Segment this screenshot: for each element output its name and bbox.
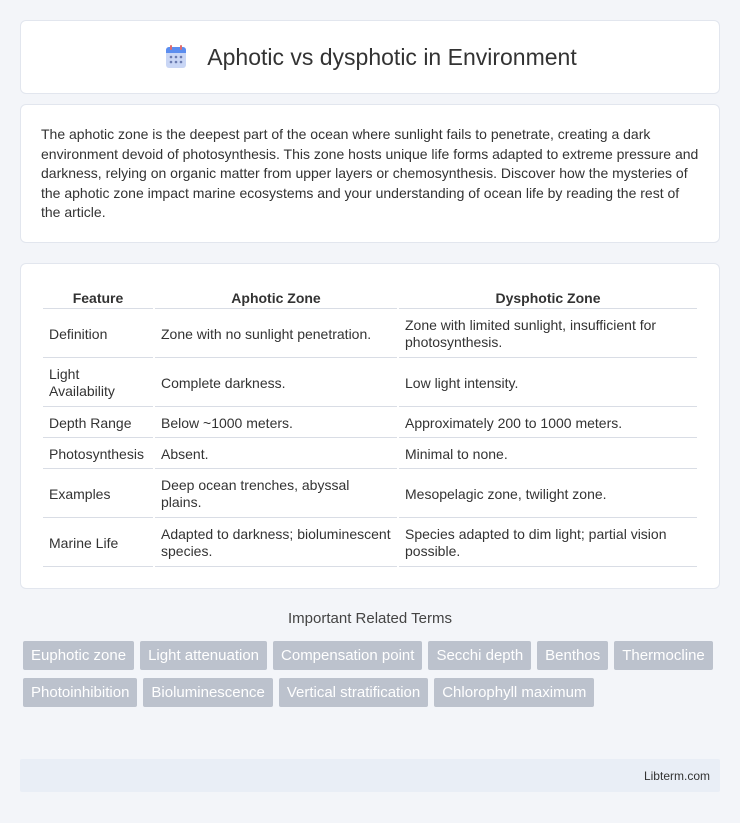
tag-photoinhibition[interactable]: Photoinhibition xyxy=(23,678,137,707)
cell-aphotic: Adapted to darkness; bioluminescent species. xyxy=(155,520,397,567)
tag-chlorophyll-maximum[interactable]: Chlorophyll maximum xyxy=(434,678,594,707)
intro-card xyxy=(20,104,720,243)
intro-text: The aphotic zone is the deepest part of the ocean where sunlight fails to penetrate, creating a dark environment devoid of photosynthesis. This zone hosts unique life forms adapted to extreme pressure and darkness, relying on organic matter from upper layers or chemosynthesis. Discover how the mysteries of the aphotic zone impact marine ecosystems and your understanding of ocean life by reading the rest of the article. xyxy=(41,126,699,220)
table-row xyxy=(43,520,697,567)
document-icon xyxy=(163,44,189,70)
cell-aphotic: Zone with no sunlight penetration. xyxy=(155,311,397,358)
cell-aphotic: Below ~1000 meters. xyxy=(155,409,397,438)
related-terms-list xyxy=(23,641,723,707)
cell-dysphotic: Mesopelagic zone, twilight zone. xyxy=(399,471,697,518)
cell-feature: Definition xyxy=(43,311,153,358)
comparison-table xyxy=(41,284,699,569)
cell-feature: Depth Range xyxy=(43,409,153,438)
cell-feature: Photosynthesis xyxy=(43,440,153,469)
column-header-aphotic: Aphotic Zone xyxy=(155,286,397,309)
cell-dysphotic: Zone with limited sunlight, insufficient for photosynthesis. xyxy=(399,311,697,358)
column-header-dysphotic: Dysphotic Zone xyxy=(399,286,697,309)
cell-aphotic: Deep ocean trenches, abyssal plains. xyxy=(155,471,397,518)
comparison-table-card xyxy=(20,263,720,589)
page-title: Aphotic vs dysphotic in Environment xyxy=(207,43,577,70)
footer xyxy=(20,759,720,792)
tag-secchi-depth[interactable]: Secchi depth xyxy=(428,641,531,670)
cell-aphotic: Absent. xyxy=(155,440,397,469)
cell-feature: Marine Life xyxy=(43,520,153,567)
table-row xyxy=(43,311,697,358)
cell-feature: Examples xyxy=(43,471,153,518)
tag-light-attenuation[interactable]: Light attenuation xyxy=(140,641,267,670)
cell-dysphotic: Minimal to none. xyxy=(399,440,697,469)
tag-bioluminescence[interactable]: Bioluminescence xyxy=(143,678,272,707)
cell-dysphotic: Approximately 200 to 1000 meters. xyxy=(399,409,697,438)
table-row xyxy=(43,440,697,469)
tag-benthos[interactable]: Benthos xyxy=(537,641,608,670)
cell-feature: Light Availability xyxy=(43,360,153,407)
cell-aphotic: Complete darkness. xyxy=(155,360,397,407)
tag-thermocline[interactable]: Thermocline xyxy=(614,641,713,670)
table-row xyxy=(43,360,697,407)
cell-dysphotic: Low light intensity. xyxy=(399,360,697,407)
tag-compensation-point[interactable]: Compensation point xyxy=(273,641,422,670)
table-row xyxy=(43,471,697,518)
title-wrap xyxy=(163,44,576,71)
related-terms-title: Important Related Terms xyxy=(288,610,452,627)
cell-dysphotic: Species adapted to dim light; partial vision possible. xyxy=(399,520,697,567)
column-header-feature: Feature xyxy=(43,286,153,309)
footer-brand-link[interactable]: Libterm.com xyxy=(643,768,710,783)
tag-vertical-stratification[interactable]: Vertical stratification xyxy=(279,678,428,707)
header-card xyxy=(20,20,720,94)
table-header-row xyxy=(43,286,697,309)
tag-euphotic-zone[interactable]: Euphotic zone xyxy=(23,641,134,670)
table-row xyxy=(43,409,697,438)
